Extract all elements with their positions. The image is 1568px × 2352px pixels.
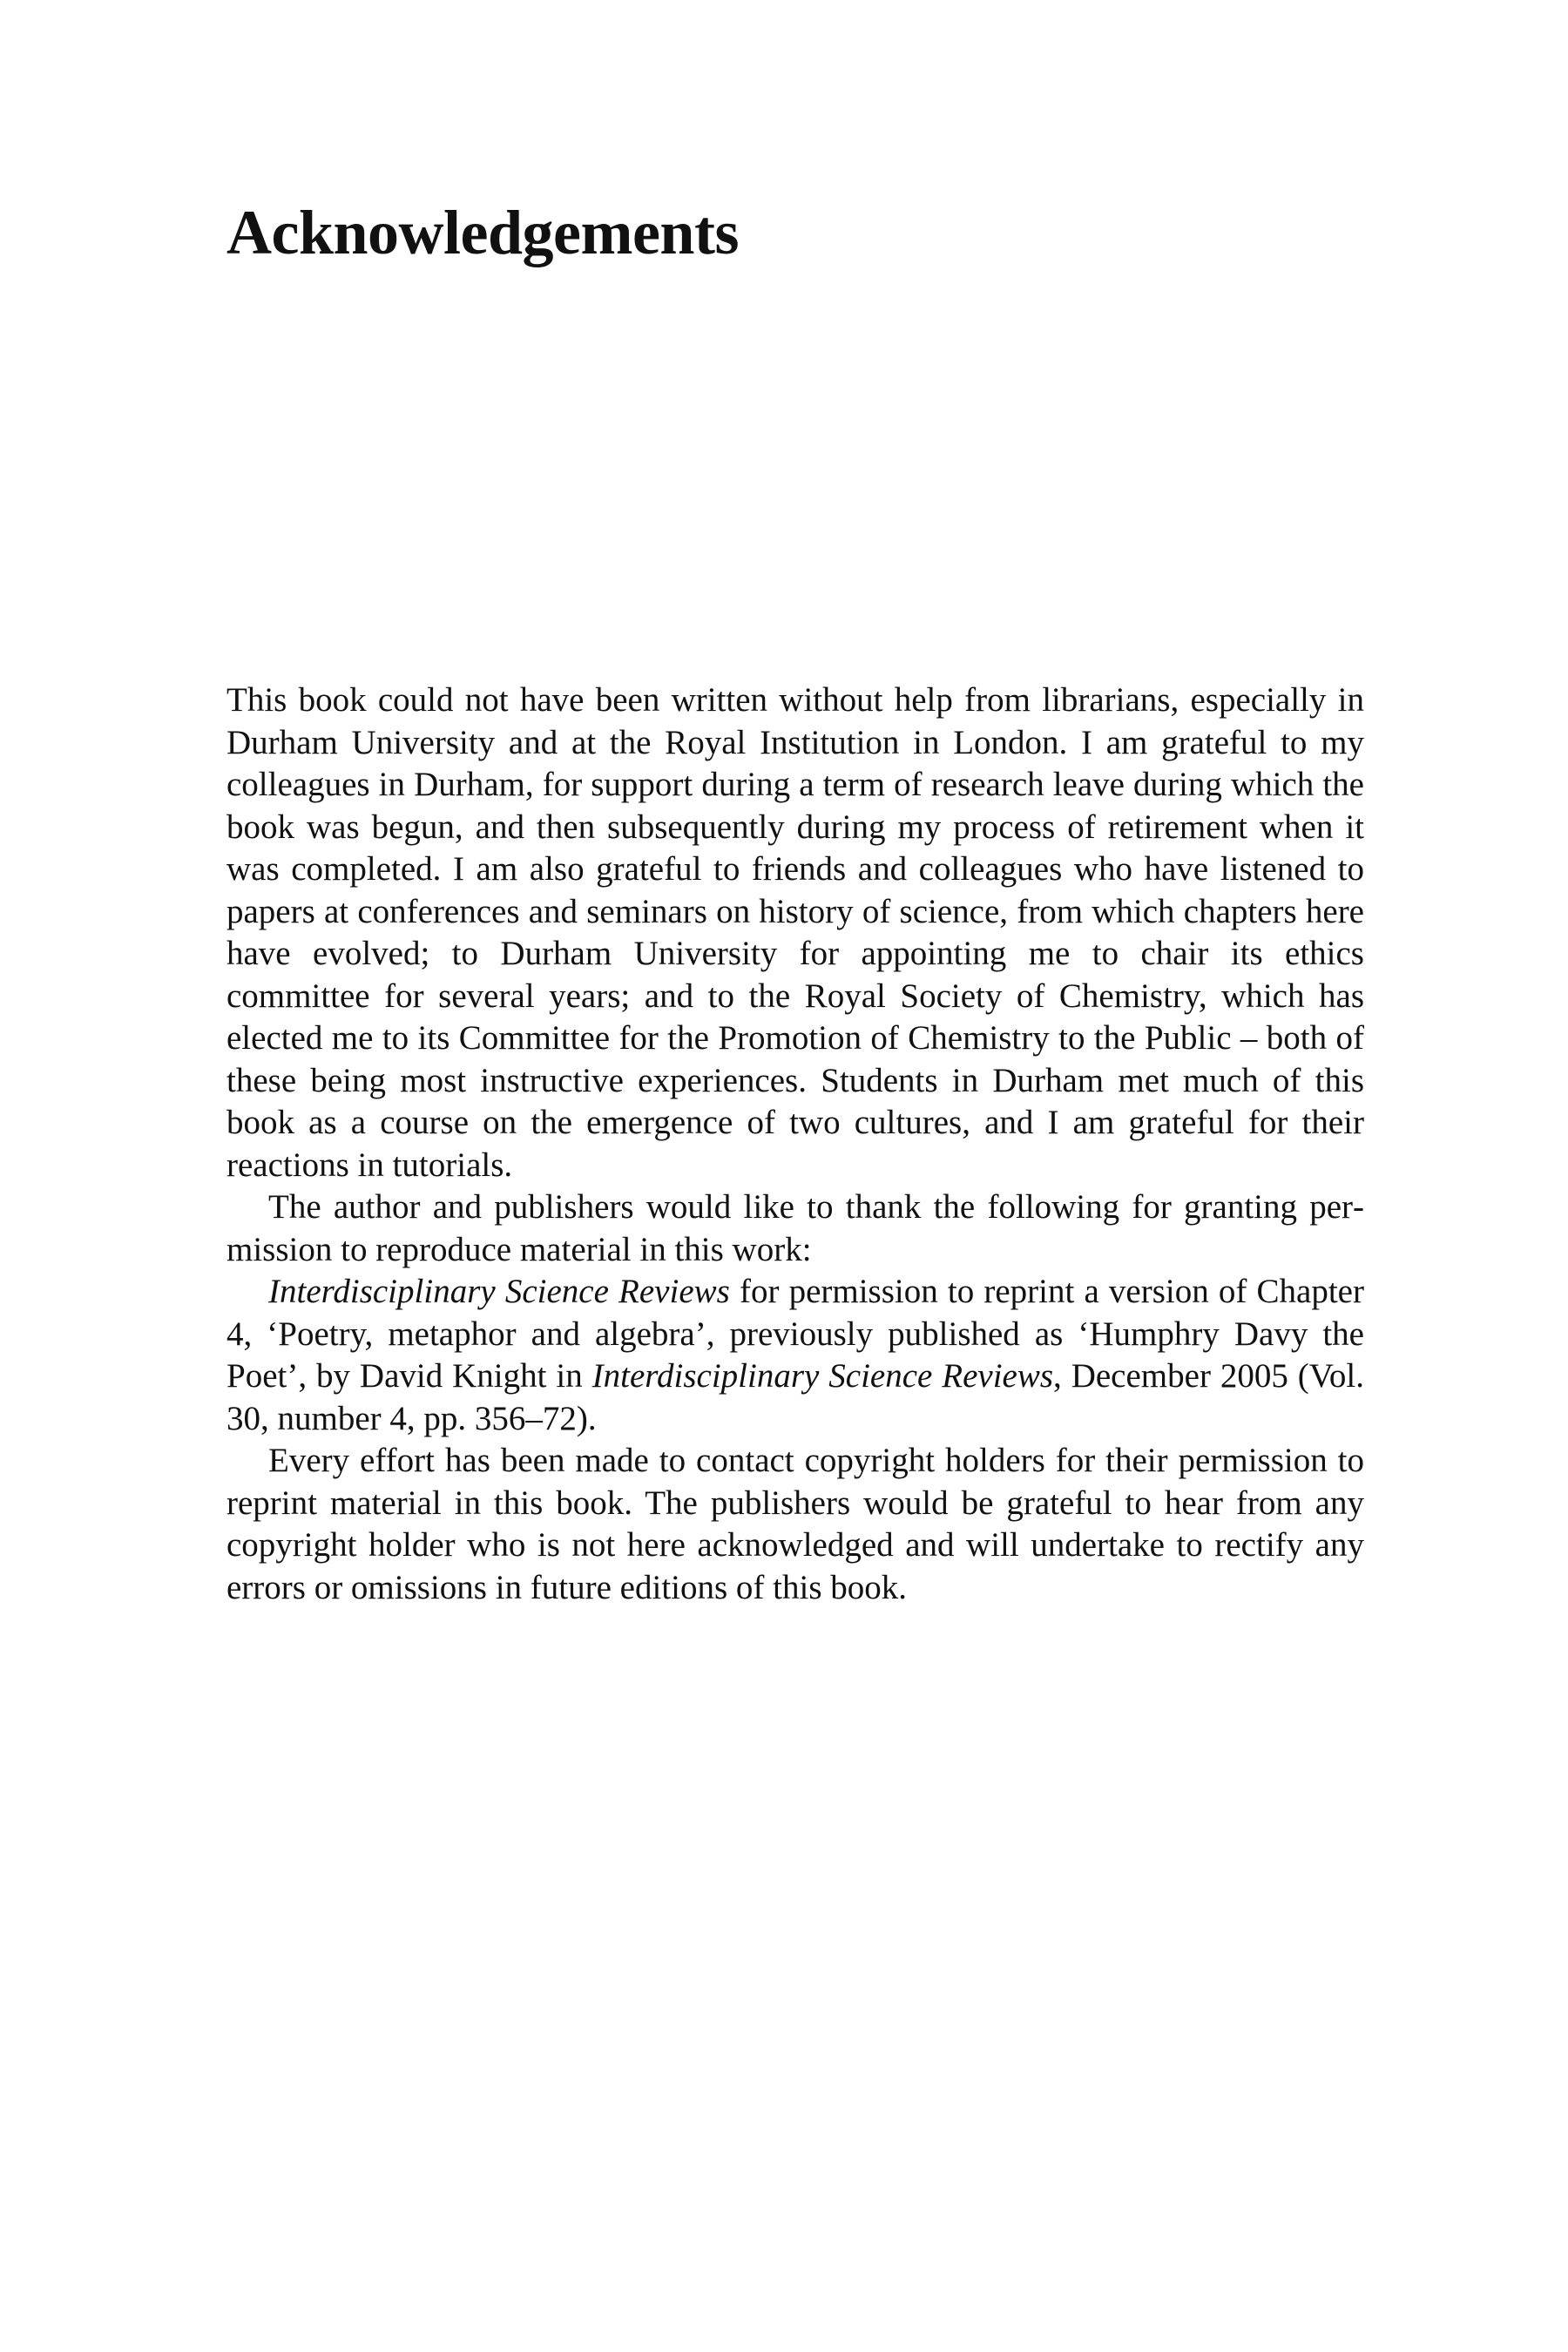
journal-title: Interdisciplinary Science Reviews	[591, 1357, 1054, 1395]
publication-details: , December 2005 (Vol. 30, number 4, pp. 356–72).	[226, 1357, 1364, 1437]
page-heading: Acknowledgements	[226, 198, 739, 267]
journal-title: Interdisciplinary Science Reviews	[268, 1273, 730, 1310]
paragraph-librarians: This book could not have been written without help from librarians, especially in Durham University and at the Royal Institution in London. I am grateful to my colleagues in Durham, for support during a term of research leave during which the book was begun, and then subsequently during my process of retirement when it was completed. I am also grateful to friends and colleagues who have listened to papers at conferences and seminars on history of science, from which chapters here have evolved; to Durham University for appointing me to chair its ethics committee for several years; and to the Royal Society of Chemistry, which has elected me to its Committee for the Promotion of Chemistry to the Public – both of these being most instructive experiences. Students in Durham met much of this book as a course on the emergence of two cultures, and I am grateful for their reactions in tutorials.	[226, 681, 1364, 1184]
paragraph-permissions-intro: The author and publishers would like to thank the following for granting permission to reproduce material in this work:	[226, 1188, 1364, 1268]
paragraph-reprint-permission	[226, 1271, 1364, 1440]
paragraph-copyright-notice: Every effort has been made to contact copyright holders for their permission to reprint material in this book. The publishers would be grateful to hear from any copyright holder who is not here acknowledged and will undertake to rectify any errors or omissions in future editions of this book.	[226, 1442, 1364, 1606]
acknowledgements-body	[226, 679, 1364, 1609]
reprint-details: for permission to reprint a version of Chapter 4, ‘Poetry, metaphor and algebra’, previously published as ‘Humphry Davy the Poet’, by David Knight in	[226, 1273, 1364, 1395]
